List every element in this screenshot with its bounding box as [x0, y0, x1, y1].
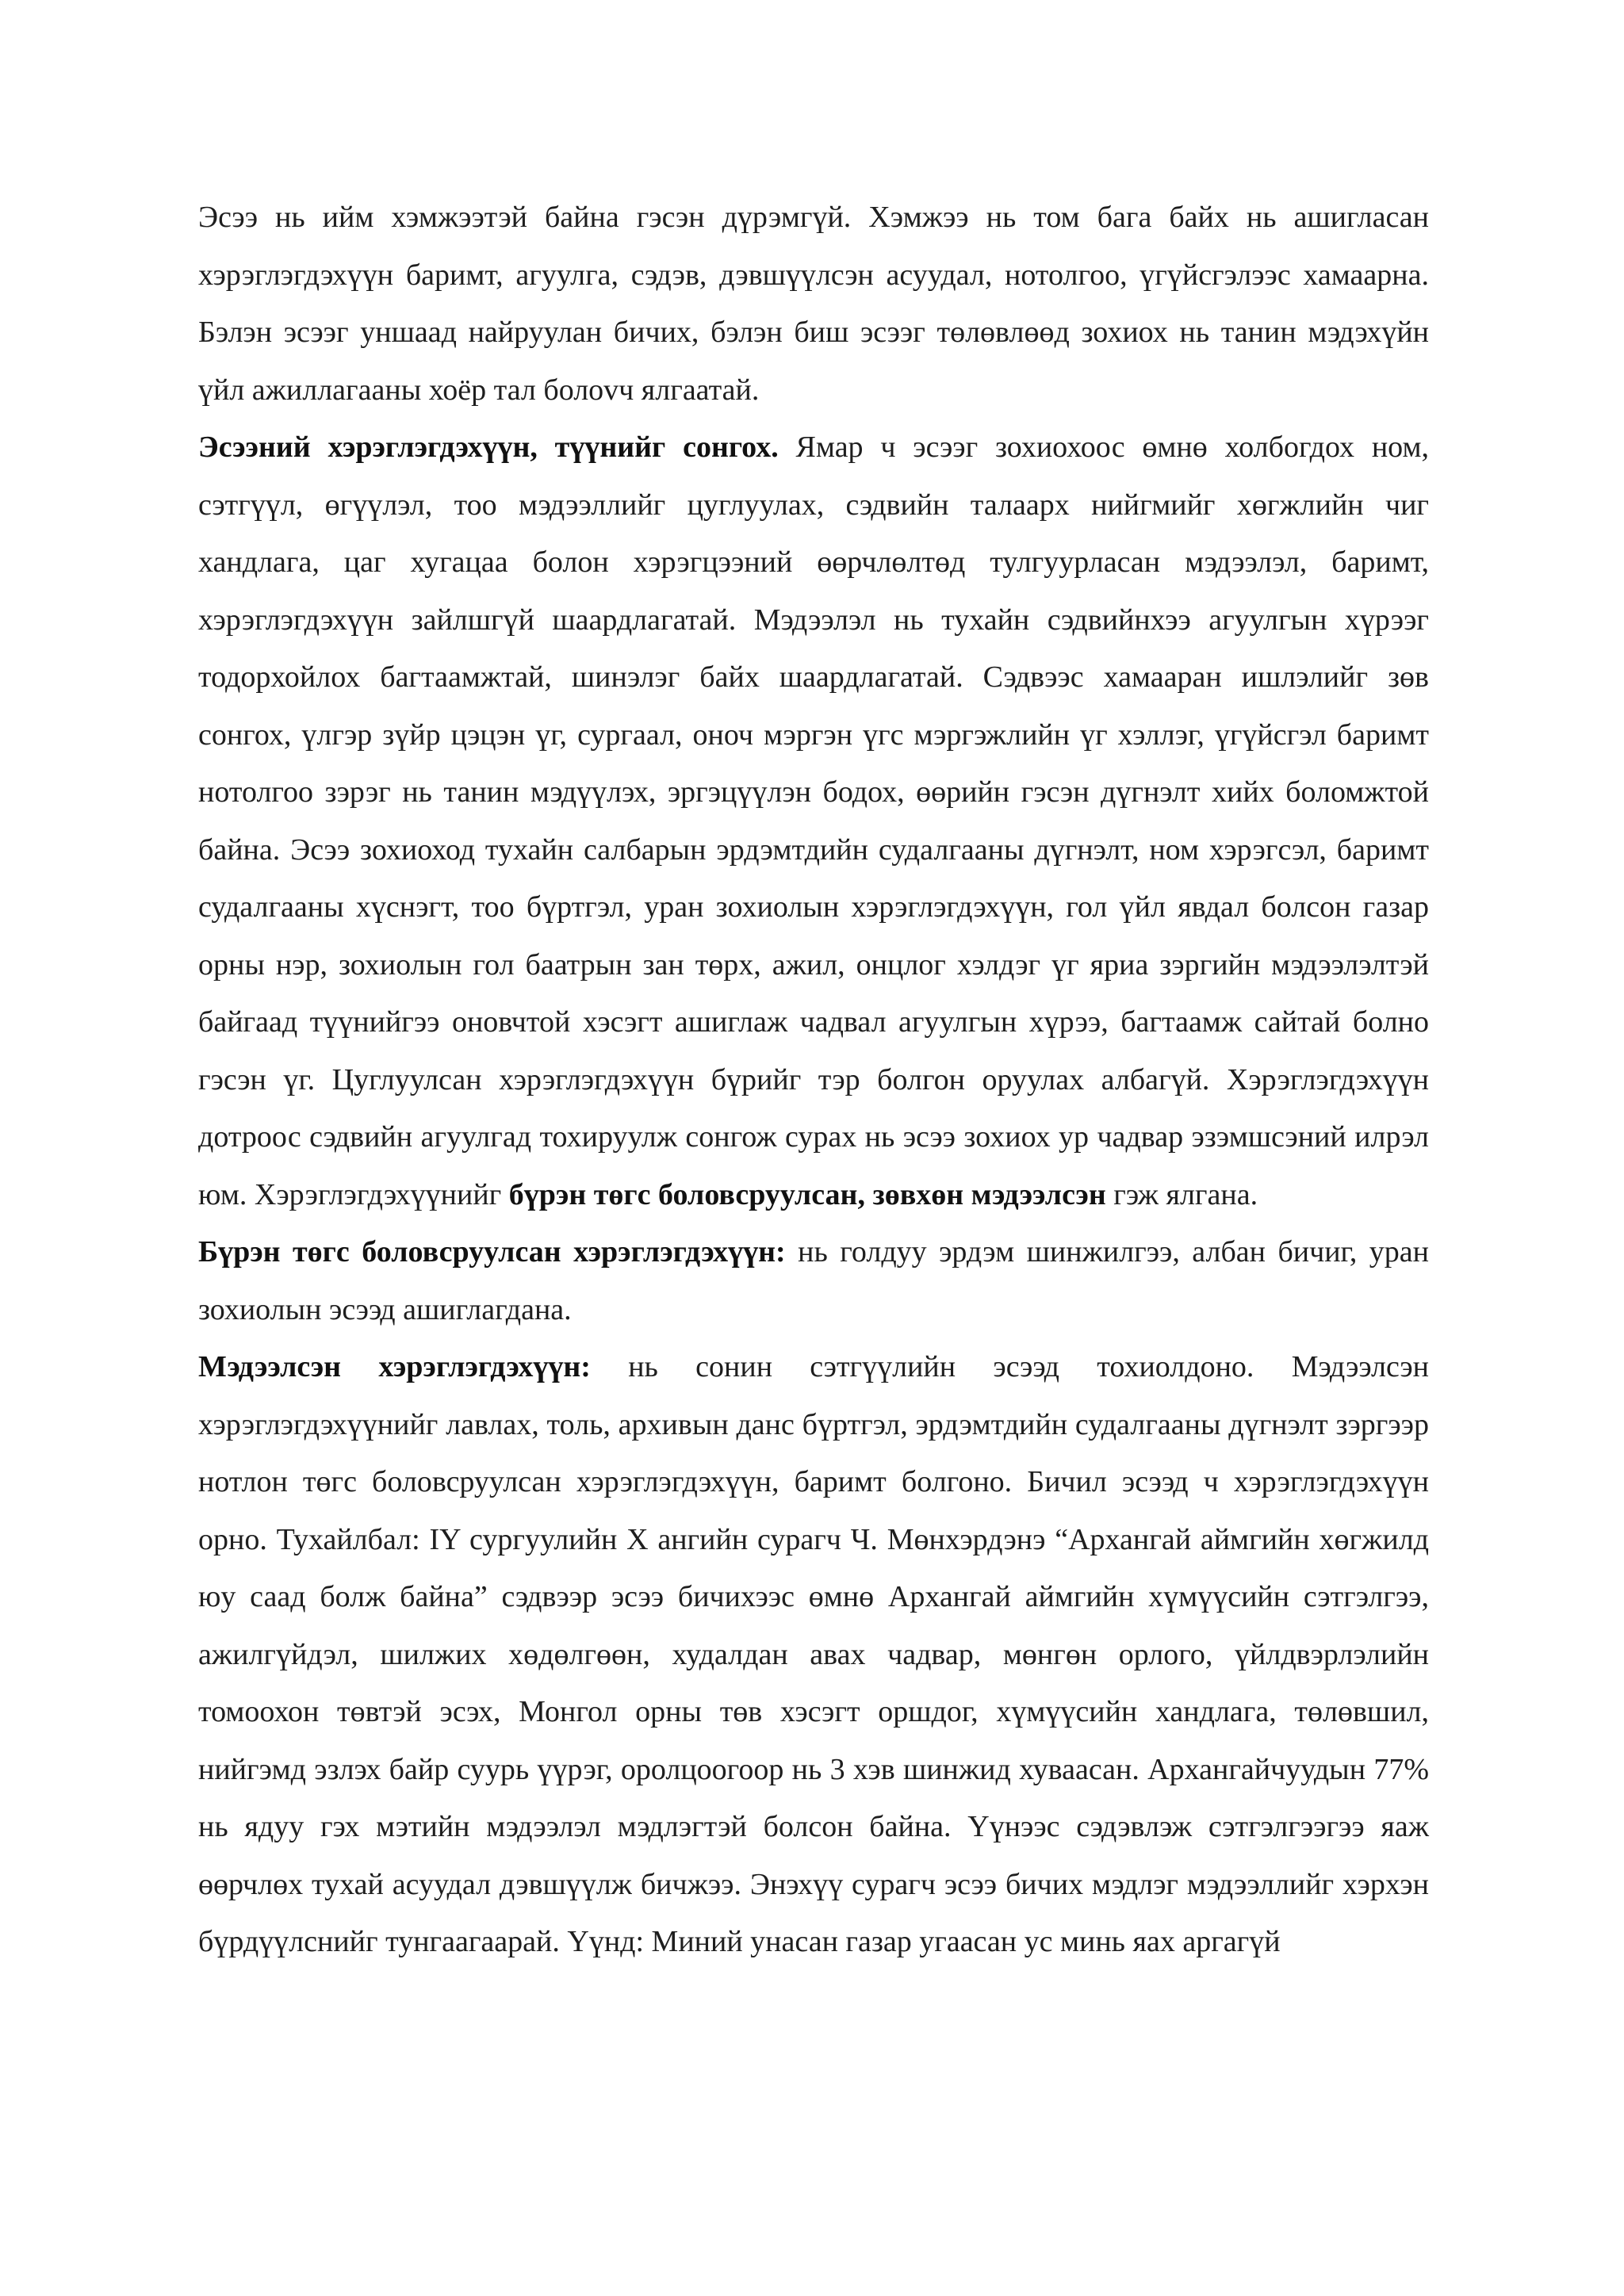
term-heading-complete: Бүрэн төгс боловсруулсан хэрэглэгдэхүүн:	[198, 1235, 786, 1269]
paragraph-complete	[198, 1223, 1429, 1338]
term-heading-informed: Мэдээлсэн хэрэглэгдэхүүн:	[198, 1350, 591, 1383]
paragraph-text: нь голдуу эрдэм шинжилгээ, албан бичиг, уран зохиолын эсээд ашиглагдана.	[198, 1235, 1429, 1326]
paragraph-informed	[198, 1338, 1429, 1971]
paragraph-text: Эсээ нь ийм хэмжээтэй байна гэсэн дүрэмгүй. Хэмжээ нь том бага байх нь ашигласан хэрэглэгдэхүүн баримт, агуулга, сэдэв, дэвшүүлсэн асуудал, нотолгоо, үгүйсгэлээс хамаарна. Бэлэн эсээг уншаад найруулан бичих, бэлэн биш эсээг төлөвлөөд зохиох нь танин мэдэхүйн үйл ажиллагааны хоёр тал болovч ялгаатай.	[198, 201, 1429, 407]
paragraph-intro	[198, 189, 1429, 419]
section-heading-selection: Эсээний хэрэглэгдэхүүн, түүнийг сонгох.	[198, 430, 779, 464]
paragraph-text: гэж ялгана.	[1105, 1177, 1258, 1211]
paragraph-text: нь сонин сэтгүүлийн эсээд тохиолдоно. Мэдээлсэн хэрэглэгдэхүүнийг лавлах, толь, архивын данс бүртгэл, эрдэмтдийн судалгааны дүгнэлт зэргээр нотлон төгс боловсруулсан хэрэглэгдэхүүн, баримт болгоно. Бичил эсээд ч хэрэглэгдэхүүн орно. Тухайлбал: IY сургуулийн X ангийн сурагч Ч. Мөнхэрдэнэ “Архангай аймгийн хөгжилд юу саад болж байна” сэдвээр эсээ бичихээс өмнө Архангай аймгийн хүмүүсийн сэтгэлгээ, ажилгүйдэл, шилжих хөдөлгөөн, худалдан авах чадвар, мөнгөн орлого, үйлдвэрлэлийн томоохон төвтэй эсэх, Монгол орны төв хэсэгт оршдог, хүмүүсийн хандлага, төлөвшил, нийгэмд эзлэх байр суурь үүрэг, оролцоогоор нь 3 хэв шинжид хуваасан. Архангайчуудын 77% нь ядуу гэх мэтийн мэдээлэл мэдлэгтэй болсон байна. Үүнээс сэдэвлэж сэтгэлгээгээ яаж өөрчлөх тухай асуудал дэвшүүлж бичжээ. Энэхүү сурагч эсээ бичих мэдлэг мэдээллийг хэрхэн бүрдүүлснийг тунгаагаарай. Үүнд: Миний унасан газар угаасан ус минь яах аргагүй	[198, 1350, 1429, 1958]
document-body	[198, 189, 1429, 1971]
emphasis-material-types: бүрэн төгс боловсруулсан, зөвхөн мэдээлсэн	[508, 1177, 1106, 1211]
paragraph-text: Ямар ч эсээг зохиохоос өмнө холбогдох ном, сэтгүүл, өгүүлэл, тоо мэдээллийг цуглуулах, сэдвийн талаарх нийгмийг хөгжлийн чиг хандлага, цаг хугацаа болон хэрэгцээний өөрчлөлтөд тулгуурласан мэдээлэл, баримт, хэрэглэгдэхүүн зайлшгүй шаардлагатай. Мэдээлэл нь тухайн сэдвийнхээ агуулгын хүрээг тодорхойлох багтаамжтай, шинэлэг байх шаардлагатай. Сэдвээс хамааран ишлэлийг зөв сонгох, үлгэр зүйр цэцэн үг, сургаал, оноч мэргэн үгс мэргэжлийн үг хэллэг, үгүйсгэл баримт нотолгоо зэрэг нь танин мэдүүлэх, эргэцүүлэн бодох, өөрийн гэсэн дүгнэлт хийх боломжтой байна. Эсээ зохиоход тухайн салбарын эрдэмтдийн судалгааны дүгнэлт, ном хэрэгсэл, баримт судалгааны хүснэгт, тоо бүртгэл, уран зохиолын хэрэглэгдэхүүн, гол үйл явдал болсон газар орны нэр, зохиолын гол баатрын зан төрх, ажил, онцлог хэлдэг үг яриа зэргийн мэдээлэлтэй байгаад түүнийгээ оновчтой хэсэгт ашиглаж чадвал агуулгын хүрээ, багтаамж сайтай болно гэсэн үг. Цуглуулсан хэрэглэгдэхүүн бүрийг тэр болгон оруулах албагүй. Хэрэглэгдэхүүн дотроос сэдвийн агуулгад тохируулж сонгож сурах нь эсээ зохиох ур чадвар эзэмшсэний илрэл юм. Хэрэглэгдэхүүнийг	[198, 430, 1429, 1211]
paragraph-selection	[198, 419, 1429, 1223]
